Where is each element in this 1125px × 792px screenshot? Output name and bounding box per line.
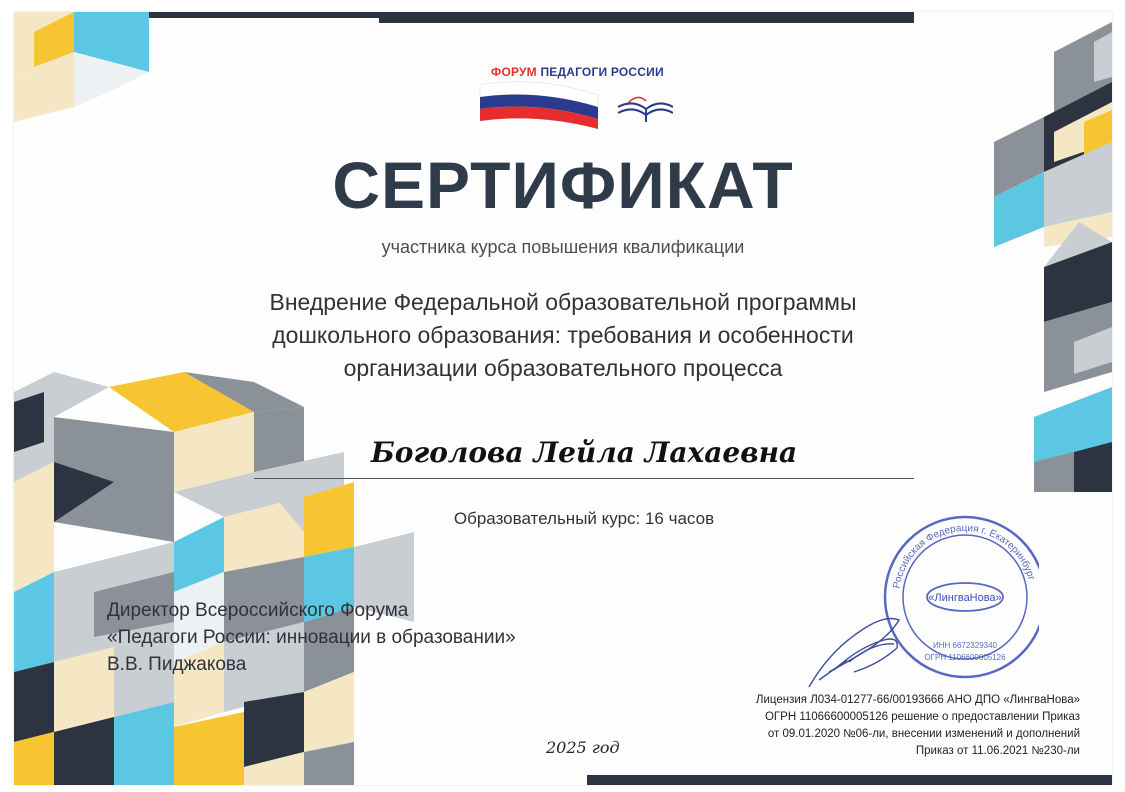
course-title (14, 286, 1112, 385)
book-icon (618, 97, 673, 122)
certificate-subtitle: участника курса повышения квалификации (381, 237, 745, 257)
course-title-line: дошкольного образования: требования и особенности (272, 322, 854, 348)
director-name: В.В. Пиджакова (107, 654, 247, 675)
course-title-line: Внедрение Федеральной образовательной программы (269, 289, 857, 315)
corner-decoration-top-left (14, 12, 154, 122)
recipient-name-underline (254, 478, 914, 479)
stamp-center-text: «ЛингваНова» (928, 592, 1002, 604)
certificate-title: СЕРТИФИКАТ (332, 148, 794, 222)
stamp-inn-text: ИНН 6672329340 (932, 641, 998, 650)
stamp-outer-text: Российская Федерация г. Екатеринбург (891, 522, 1037, 590)
certificate (14, 12, 1112, 785)
handwritten-signature (809, 619, 899, 688)
license-info (660, 692, 1080, 760)
top-border-bar (379, 12, 914, 23)
license-line: от 09.01.2020 №06-ли, внесении изменений и дополнений (767, 728, 1080, 740)
official-stamp (789, 502, 1039, 692)
corner-decoration-bottom-left (14, 372, 414, 785)
course-title-line: организации образовательного процесса (343, 355, 783, 381)
stamp-ogrn-text: ОГРН 1106600005126 (924, 653, 1006, 662)
license-line: ОГРН 11066600005126 решение о предоставлении Приказ (764, 711, 1080, 723)
logo-text (491, 65, 664, 79)
recipient-name: Боголова Лейла Лахаевна (370, 436, 798, 469)
issue-year: 2025 год (546, 738, 620, 757)
license-line: Лицензия Л034-01277-66/00193666 АНО ДПО «ЛингваНова» (755, 694, 1080, 706)
logo-text-forum: ФОРУМ (491, 65, 537, 79)
director-forum-name: «Педагоги России: инновации в образовании» (107, 627, 516, 648)
bottom-border-bar (587, 775, 1112, 785)
license-line: Приказ от 11.06.2021 №230-ли (915, 745, 1080, 757)
director-title: Директор Всероссийского Форума (107, 600, 409, 621)
director-signature-block (107, 597, 516, 678)
course-hours: Образовательный курс: 16 часов (453, 509, 715, 528)
logo-text-pedagogi: ПЕДАГОГИ РОССИИ (540, 65, 664, 79)
svg-text:Российская Федерация г. Екатер (892, 523, 1037, 589)
